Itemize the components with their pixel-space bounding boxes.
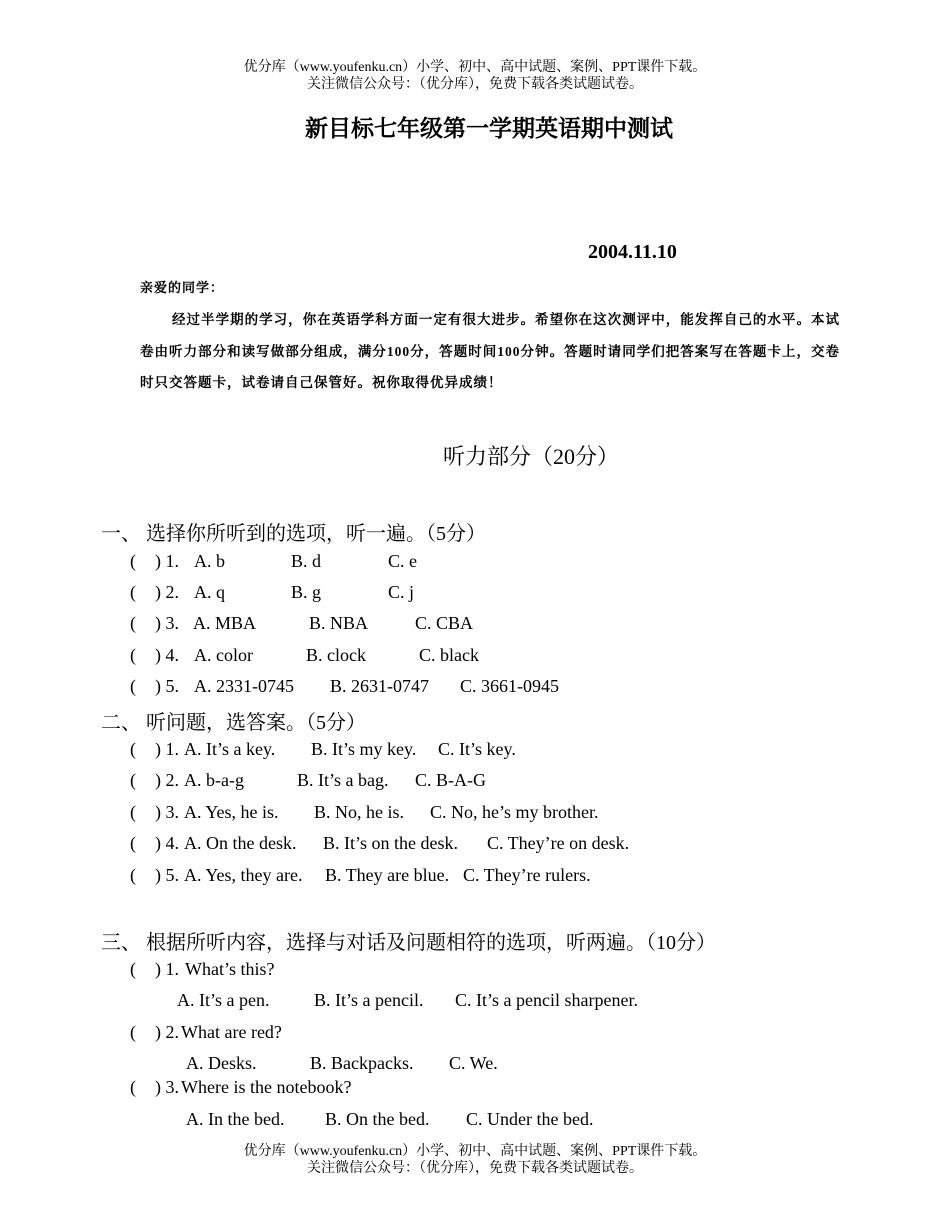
option-a: A. It’s a pen.	[177, 990, 270, 1010]
option-c: C. No, he’s my brother.	[430, 802, 599, 822]
option-a: A. On the desk.	[184, 833, 297, 853]
option-a: A. color	[194, 645, 253, 665]
question-number: ) 4.	[155, 645, 179, 665]
option-c: C. They’re rulers.	[463, 865, 591, 885]
option-b: B. On the bed.	[325, 1109, 430, 1129]
answer-paren: (	[130, 1077, 136, 1097]
question-number: ) 5.	[155, 865, 179, 885]
question-number: ) 5.	[155, 676, 179, 696]
section-1-heading: 一、 选择你所听到的选项，听一遍。（5分）	[101, 523, 486, 545]
option-c: C. j	[388, 582, 415, 602]
document-title: 新目标七年级第一学期英语期中测试	[305, 116, 673, 141]
question-number: ) 1.	[155, 739, 179, 759]
header-line-1: 优分库（www.youfenku.cn）小学、初中、高中试题、案例、PPT课件下载。	[243, 60, 707, 75]
answer-paren: (	[130, 1022, 136, 1042]
option-a: A. b	[194, 551, 225, 571]
intro-paragraph: 经过半学期的学习，你在英语学科方面一定有很大进步。希望你在这次测评中，能发挥自己的水平。本试卷由听力部分和读写做部分组成，满分100分，答题时间100分钟。答题时请同学们把答案写在答题卡上，交卷时只交答题卡，试卷请自己保管好。祝你取得优异成绩！	[140, 312, 840, 390]
answer-paren: (	[130, 739, 136, 759]
option-c: C. Under the bed.	[466, 1109, 594, 1129]
option-a: A. In the bed.	[186, 1109, 285, 1129]
option-a: A. Desks.	[186, 1053, 257, 1073]
section-2-heading: 二、 听问题，选答案。（5分）	[101, 712, 366, 734]
option-b: B. They are blue.	[325, 865, 450, 885]
option-c: C. It’s a pencil sharpener.	[455, 990, 638, 1010]
section-3-heading: 三、 根据所听内容，选择与对话及问题相符的选项，听两遍。（10分）	[101, 932, 716, 954]
answer-paren: (	[130, 833, 136, 853]
option-b: B. Backpacks.	[310, 1053, 414, 1073]
option-b: B. It’s my key.	[311, 739, 417, 759]
option-b: B. It’s a pencil.	[314, 990, 424, 1010]
option-a: A. q	[194, 582, 225, 602]
option-b: B. It’s a bag.	[297, 770, 389, 790]
exam-date: 2004.11.10	[588, 241, 677, 263]
answer-paren: (	[130, 676, 136, 696]
option-c: C. B-A-G	[415, 770, 486, 790]
question-number: ) 2.	[155, 770, 179, 790]
header-line-2: 关注微信公众号：（优分库），免费下载各类试题试卷。	[307, 77, 643, 92]
option-b: B. NBA	[309, 613, 369, 633]
option-c: C. It’s key.	[438, 739, 516, 759]
option-a: A. b-a-g	[184, 770, 244, 790]
answer-paren: (	[130, 551, 136, 571]
answer-paren: (	[130, 959, 136, 979]
question-number: ) 3.	[155, 1077, 179, 1097]
answer-paren: (	[130, 645, 136, 665]
question-text: What are red?	[181, 1022, 282, 1042]
footer-line-2: 关注微信公众号：（优分库），免费下载各类试题试卷。	[307, 1161, 643, 1176]
question-text: Where is the notebook?	[181, 1077, 352, 1097]
option-c: C. They’re on desk.	[487, 833, 630, 853]
option-a: A. Yes, he is.	[184, 802, 279, 822]
question-text: What’s this?	[185, 959, 275, 979]
option-b: B. No, he is.	[314, 802, 404, 822]
option-b: B. It’s on the desk.	[323, 833, 458, 853]
question-number: ) 2.	[155, 1022, 179, 1042]
question-number: ) 2.	[155, 582, 179, 602]
option-b: B. d	[291, 551, 322, 571]
answer-paren: (	[130, 802, 136, 822]
question-number: ) 3.	[155, 802, 179, 822]
question-number: ) 1.	[155, 551, 179, 571]
question-number: ) 3.	[155, 613, 179, 633]
option-a: A. MBA	[193, 613, 257, 633]
question-number: ) 1.	[155, 959, 179, 979]
answer-paren: (	[130, 613, 136, 633]
option-c: C. CBA	[415, 613, 474, 633]
option-c: C. e	[388, 551, 417, 571]
option-b: B. clock	[306, 645, 366, 665]
option-b: B. 2631-0747	[330, 676, 429, 696]
question-number: ) 4.	[155, 833, 179, 853]
answer-paren: (	[130, 770, 136, 790]
option-c: C. black	[419, 645, 479, 665]
option-a: A. It’s a key.	[184, 739, 276, 759]
answer-paren: (	[130, 582, 136, 602]
option-a: A. Yes, they are.	[184, 865, 303, 885]
option-c: C. 3661-0945	[460, 676, 559, 696]
greeting: 亲爱的同学：	[140, 280, 225, 295]
option-a: A. 2331-0745	[194, 676, 294, 696]
listening-part-title: 听力部分（20分）	[443, 444, 620, 469]
answer-paren: (	[130, 865, 136, 885]
option-b: B. g	[291, 582, 322, 602]
option-c: C. We.	[449, 1053, 498, 1073]
footer-line-1: 优分库（www.youfenku.cn）小学、初中、高中试题、案例、PPT课件下载。	[243, 1144, 707, 1159]
